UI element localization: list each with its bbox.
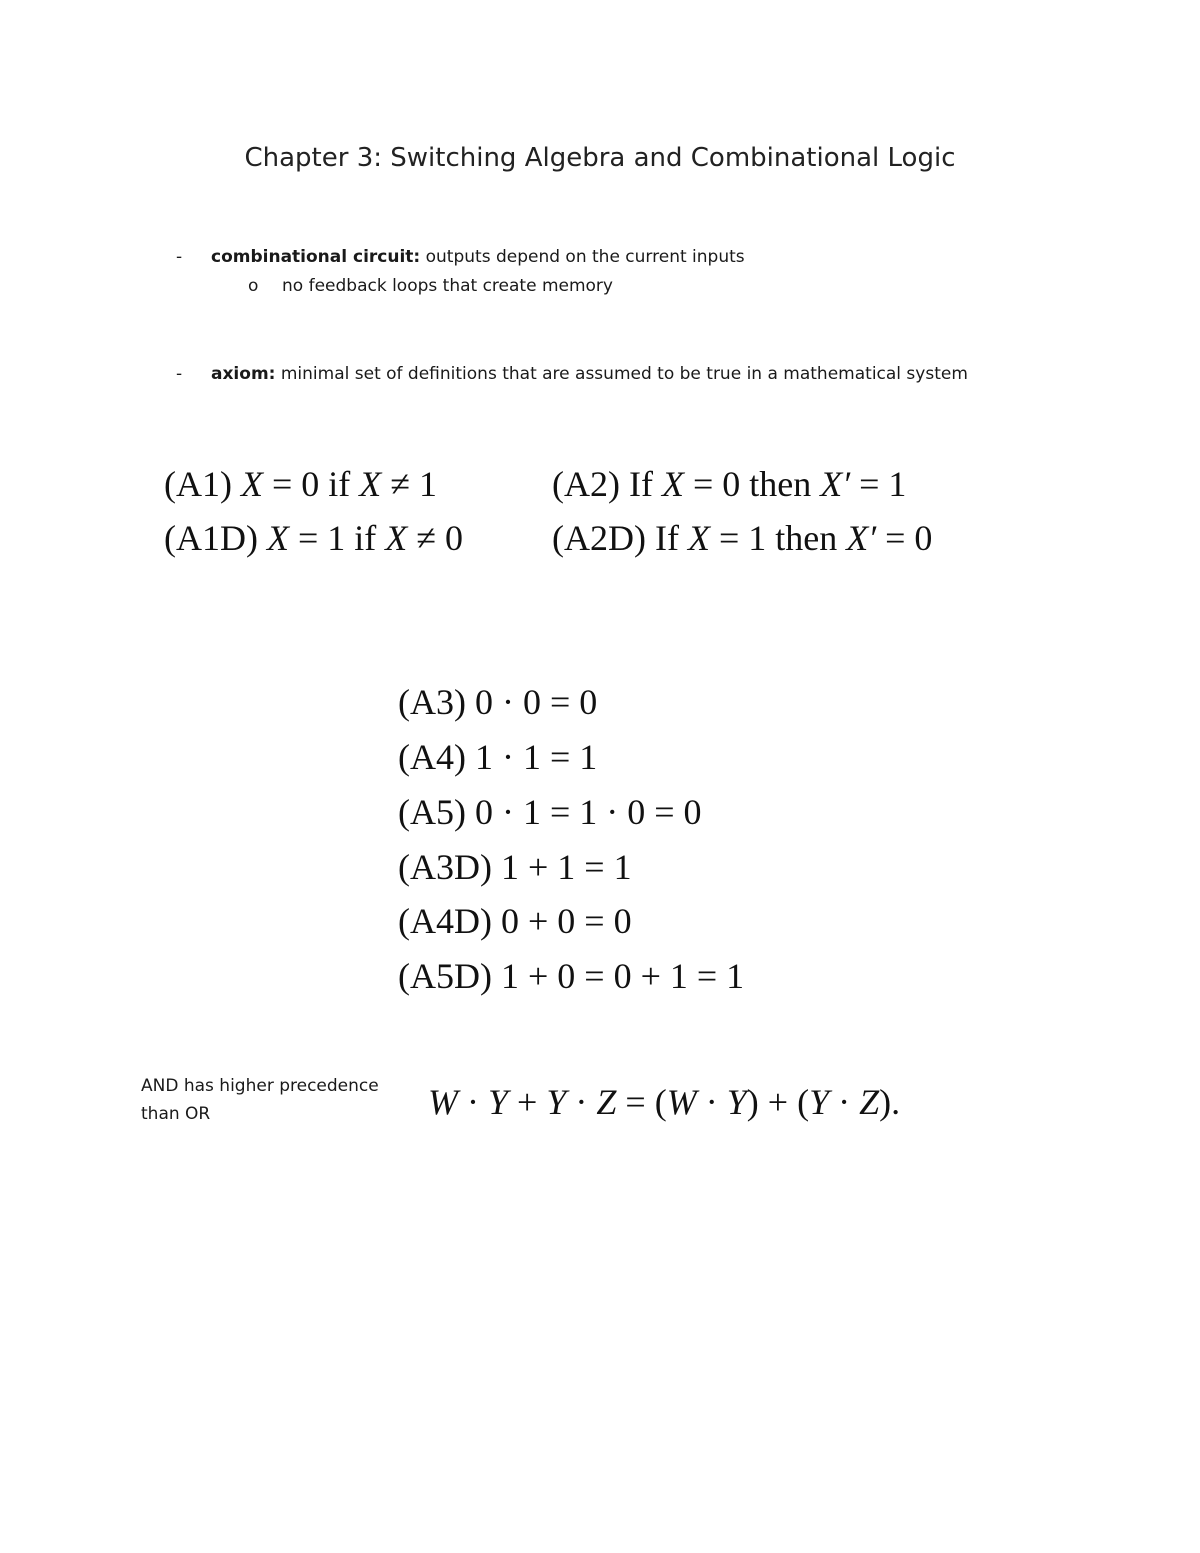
- axiom-a4d: (A4D) 0 + 0 = 0: [398, 901, 632, 941]
- axiom-a5: (A5) 0 · 1 = 1 · 0 = 0: [398, 792, 702, 832]
- precedence-equation: W · Y + Y · Z = (W · Y) + (Y · Z).: [428, 1082, 901, 1122]
- definition-text: minimal set of definitions that are assumed to be true in a mathematical system: [275, 364, 968, 384]
- bullet-combinational-circuit: [211, 247, 745, 267]
- bullet-marker: -: [176, 364, 183, 384]
- page-title: Chapter 3: Switching Algebra and Combinational Logic: [244, 143, 956, 173]
- bullet-axiom: [211, 364, 968, 384]
- axiom-a1: (A1) X = 0 if X ≠ 1: [164, 464, 438, 504]
- definition-text: outputs depend on the current inputs: [420, 247, 745, 267]
- bullet-marker: -: [176, 247, 183, 267]
- term-label: combinational circuit:: [211, 247, 421, 267]
- axiom-a2d: (A2D) If X = 1 then X′ = 0: [552, 518, 933, 558]
- axiom-a1d: (A1D) X = 1 if X ≠ 0: [164, 518, 464, 558]
- axiom-a3d: (A3D) 1 + 1 = 1: [398, 847, 632, 887]
- sub-bullet-no-feedback: no feedback loops that create memory: [282, 276, 613, 296]
- precedence-note: AND has higher precedence than OR: [141, 1076, 379, 1124]
- term-label: axiom:: [211, 364, 276, 384]
- sub-bullet-marker: o: [248, 276, 259, 296]
- axiom-a4: (A4) 1 · 1 = 1: [398, 737, 598, 777]
- axiom-a3: (A3) 0 · 0 = 0: [398, 682, 598, 722]
- axiom-a2: (A2) If X = 0 then X′ = 1: [552, 464, 907, 504]
- axiom-a5d: (A5D) 1 + 0 = 0 + 1 = 1: [398, 956, 745, 996]
